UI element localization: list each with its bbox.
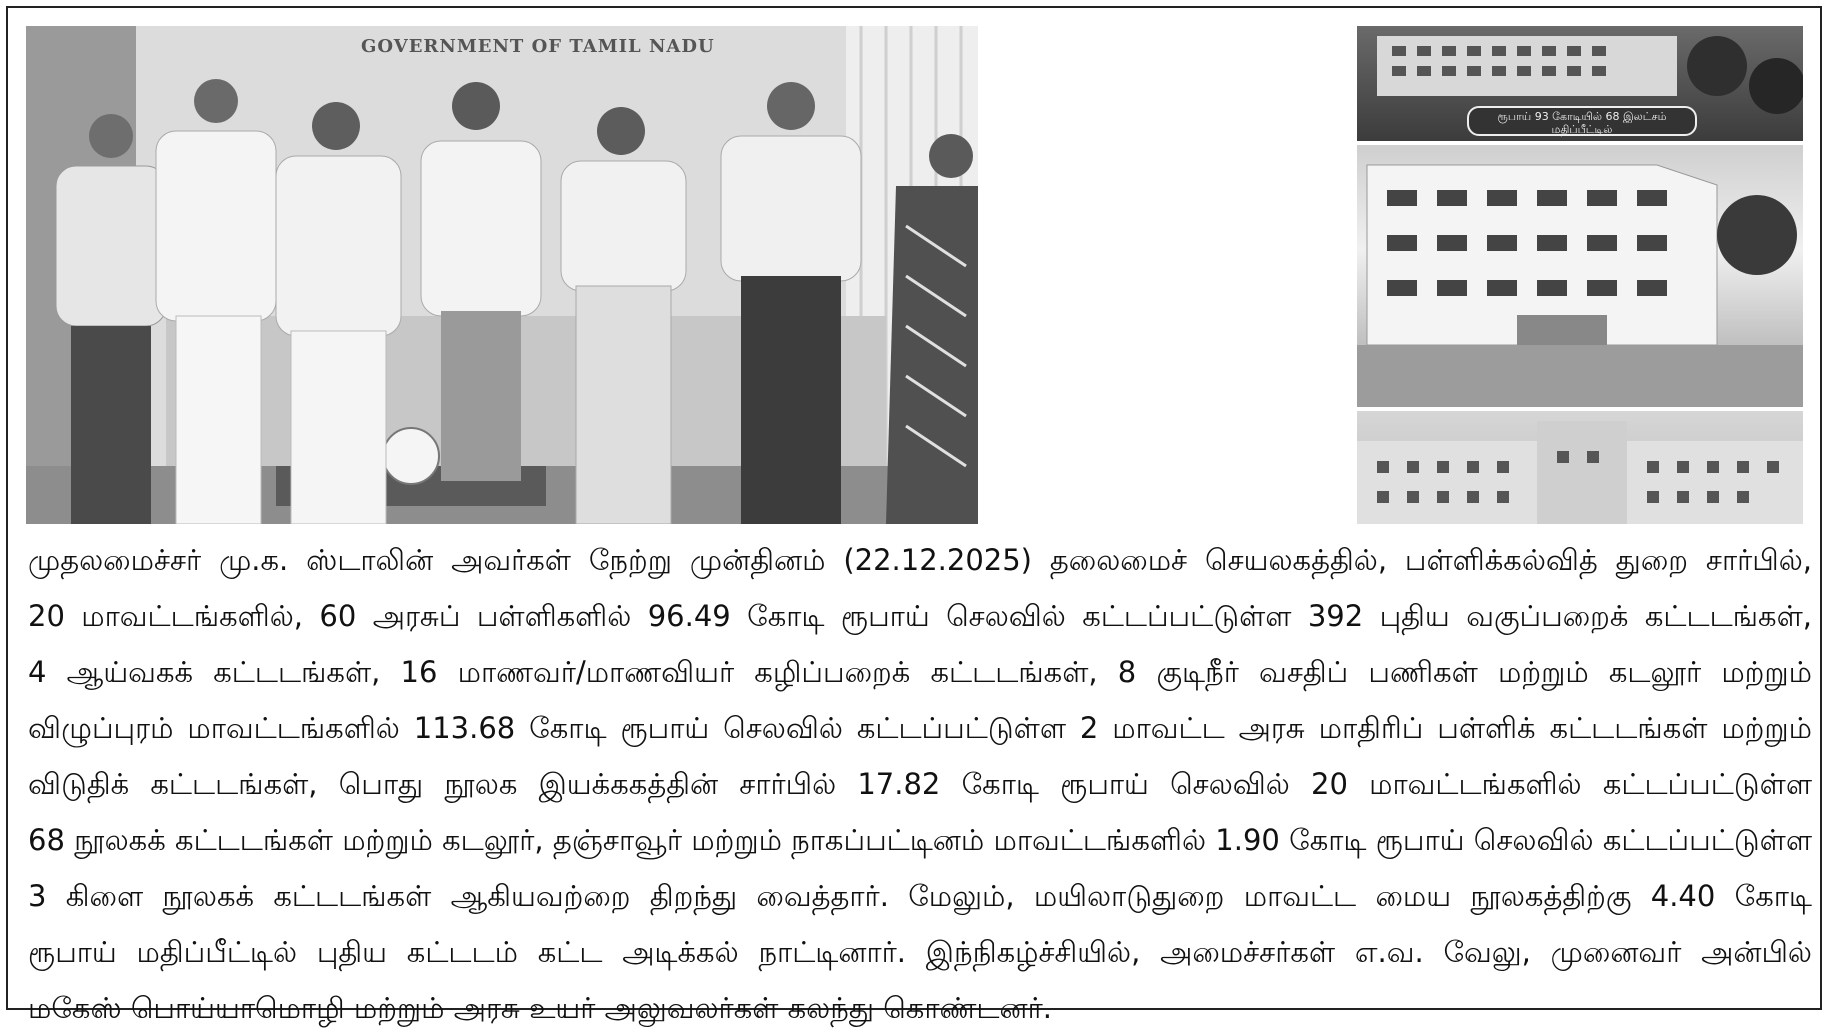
article-line: 3 கிளை நூலகக் கட்டடங்கள் ஆகியவற்றை திறந்து வைத்தார். மேலும், மயிலாடுதுறை மாவட்ட மைய நூலகத்திற்கு 4.40 கோடி xyxy=(28,879,1812,913)
article-line: 68 நூலகக் கட்டடங்கள் மற்றும் கடலூர், தஞ்சாவூர் மற்றும் நாகப்பட்டினம் மாவட்டங்களில் 1.90 கோடி ரூபாய் செலவில் கட்டப்பட்டுள்ள xyxy=(28,823,1812,857)
event-photo xyxy=(26,26,978,524)
building-photos xyxy=(1357,26,1803,524)
article-line: விழுப்புரம் மாவட்டங்களில் 113.68 கோடி ரூபாய் செலவில் கட்டப்பட்டுள்ள 2 மாவட்ட அரசு மாதிரிப் பள்ளிக் கட்டடங்கள் மற்றும் xyxy=(28,711,1812,745)
event-photo-illustration xyxy=(26,26,978,524)
building-photo-3-illustration xyxy=(1357,411,1803,524)
article-line: மகேஸ் பொய்யாமொழி மற்றும் அரசு உயர் அலுவலர்கள் கலந்து கொண்டனர். xyxy=(28,991,1052,1025)
building-photo-2 xyxy=(1357,145,1803,407)
government-sign-text: GOVERNMENT OF TAMIL NADU xyxy=(361,36,715,57)
building-banner: ரூபாய் 93 கோடியில் 68 இலட்சம் மதிப்பீட்டில் xyxy=(1467,106,1697,136)
article-line: முதலமைச்சர் மு.க. ஸ்டாலின் அவர்கள் நேற்று முன்தினம் (22.12.2025) தலைமைச் செயலகத்தில், பள்ளிக்கல்வித் துறை சார்பில், xyxy=(28,543,1812,577)
building-photo-2-illustration xyxy=(1357,145,1803,407)
article-line: ரூபாய் மதிப்பீட்டில் புதிய கட்டடம் கட்ட அடிக்கல் நாட்டினார். இந்நிகழ்ச்சியில், அமைச்சர்கள் எ.வ. வேலு, முனைவர் அன்பில் xyxy=(28,935,1812,969)
article-line: 20 மாவட்டங்களில், 60 அரசுப் பள்ளிகளில் 96.49 கோடி ரூபாய் செலவில் கட்டப்பட்டுள்ள 392 புதிய வகுப்பறைக் கட்டடங்கள், xyxy=(28,599,1812,633)
building-photo-3 xyxy=(1357,411,1803,524)
news-article-text xyxy=(28,532,1812,1036)
article-line: 4 ஆய்வகக் கட்டடங்கள், 16 மாணவர்/மாணவியர் கழிப்பறைக் கட்டடங்கள், 8 குடிநீர் வசதிப் பணிகள் மற்றும் கடலூர் மற்றும் xyxy=(28,655,1812,689)
article-line: விடுதிக் கட்டடங்கள், பொது நூலக இயக்ககத்தின் சார்பில் 17.82 கோடி ரூபாய் செலவில் 20 மாவட்டங்களில் கட்டப்பட்டுள்ள xyxy=(28,767,1812,801)
building-photo-1 xyxy=(1357,26,1803,141)
